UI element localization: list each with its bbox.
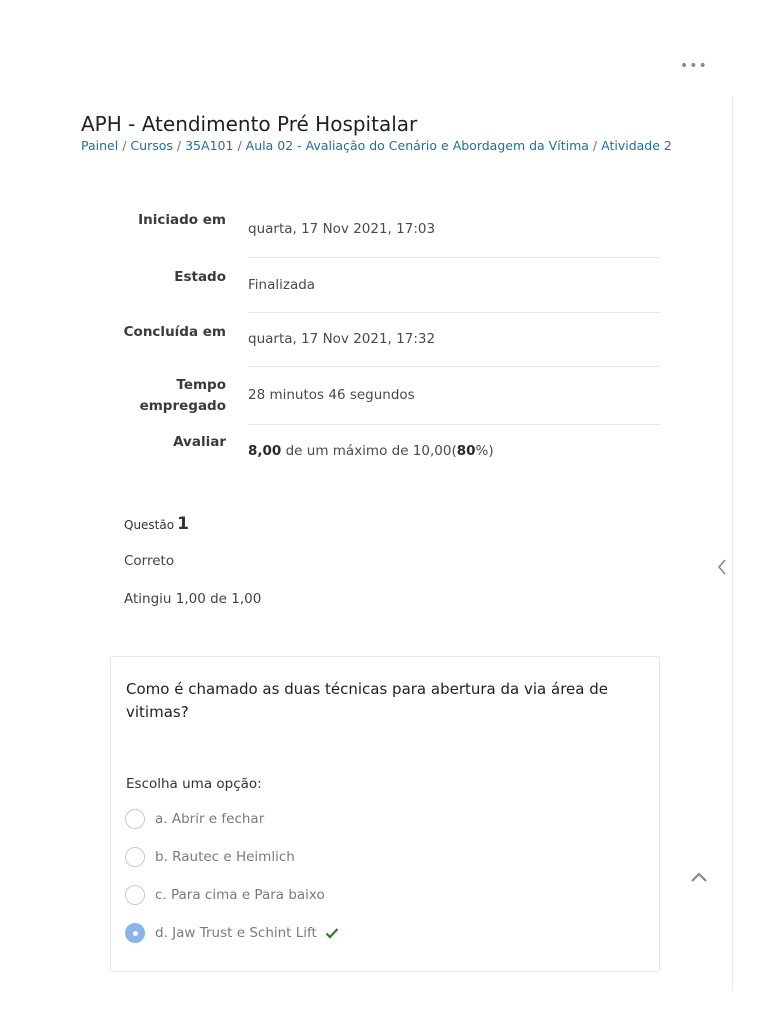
answer-label: b. Rautec e Heimlich [155,849,295,865]
summary-label: Estado [174,269,226,285]
answer-option-b[interactable] [125,847,295,867]
breadcrumb-item-cursos[interactable]: Cursos [130,138,173,153]
grade-score: 8,00 [248,443,282,459]
answer-label: d. Jaw Trust e Schint Lift [155,925,317,941]
radio-button[interactable] [125,885,145,905]
breadcrumb-item-course-code[interactable]: 35A101 [185,138,234,153]
attempt-summary-table [110,200,660,483]
question-info [124,512,424,607]
more-horizontal-icon[interactable]: ••• [680,58,708,74]
chevron-left-icon[interactable] [714,556,730,578]
breadcrumb-separator: / [176,138,182,153]
radio-button-selected[interactable] [125,923,145,943]
chevron-up-icon[interactable] [688,868,710,886]
breadcrumb-item-activity[interactable]: Atividade 2 [601,138,672,153]
summary-value: 28 minutos 46 segundos [248,367,660,425]
question-number-value: 1 [177,514,189,534]
summary-value [248,425,660,483]
answer-label: c. Para cima e Para baixo [155,887,325,903]
summary-row-started [110,200,660,258]
question-number [124,512,424,536]
breadcrumb-item-painel[interactable]: Painel [81,138,119,153]
grade-suffix: %) [475,443,494,459]
summary-label: Concluída em [123,324,226,340]
summary-label-line: Tempo [176,377,226,393]
answer-prompt: Escolha uma opção: [126,776,262,792]
summary-label [110,367,236,425]
summary-value: Finalizada [248,258,660,313]
question-label: Questão [124,518,175,532]
page-title: APH - Atendimento Pré Hospitalar [81,112,418,136]
drawer-edge-divider [732,96,733,990]
answer-option-c[interactable] [125,885,325,905]
question-state: Correto [124,553,175,569]
summary-value: quarta, 17 Nov 2021, 17:32 [248,313,660,367]
summary-row-grade [110,425,660,483]
radio-button[interactable] [125,847,145,867]
check-icon [325,927,339,939]
answer-label: a. Abrir e fechar [155,811,265,827]
radio-button[interactable] [125,809,145,829]
summary-label-line: empregado [139,398,226,414]
question-content-box [110,656,660,972]
breadcrumb [81,138,672,154]
summary-row-time [110,367,660,425]
breadcrumb-separator: / [592,138,598,153]
summary-label: Iniciado em [138,212,226,228]
breadcrumb-separator: / [122,138,127,153]
question-grade: Atingiu 1,00 de 1,00 [124,591,262,607]
answer-option-d[interactable] [125,923,339,943]
breadcrumb-separator: / [237,138,242,153]
grade-percent: 80 [456,443,476,459]
summary-row-state [110,258,660,313]
question-text: Como é chamado as duas técnicas para abertura da via área de vitimas? [126,680,608,721]
summary-value: quarta, 17 Nov 2021, 17:03 [248,200,660,258]
answer-option-a[interactable] [125,809,264,829]
summary-row-completed [110,313,660,367]
breadcrumb-item-lesson[interactable]: Aula 02 - Avaliação do Cenário e Abordagem da Vítima [245,138,589,153]
summary-label: Avaliar [173,434,226,450]
grade-text: de um máximo de 10,00( [281,443,457,459]
